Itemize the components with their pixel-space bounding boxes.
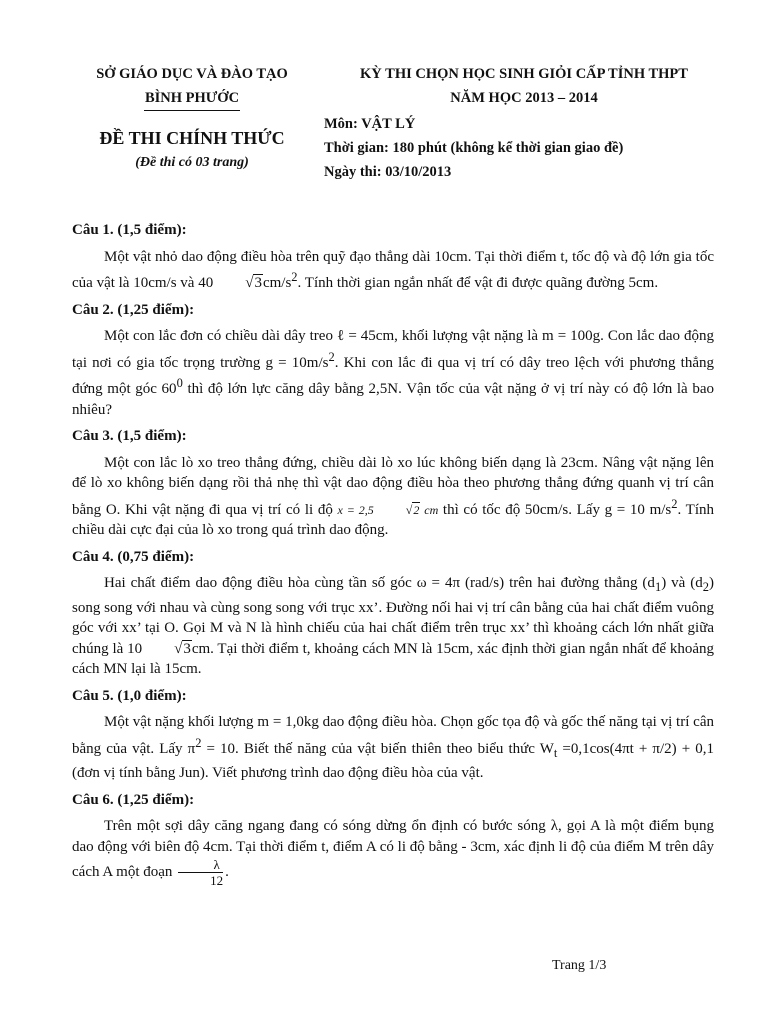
question-text (72, 712, 714, 784)
subscript: t (553, 745, 558, 760)
text-run: . (225, 863, 229, 880)
question-text (72, 816, 714, 888)
question-1 (72, 220, 714, 294)
header-right (324, 62, 724, 184)
fraction-denominator: 12 (210, 873, 224, 888)
official-exam-label: ĐỀ THI CHÍNH THỨC (99, 128, 285, 148)
text-run: cm/s (262, 275, 292, 291)
text-run: thì độ lớn lực căng dây bằng 2,5N. Vận tốc của vật nặng ở vị trí này có độ lớn là bao nhiêu? (72, 381, 714, 418)
question-text (72, 326, 714, 420)
time-line: Thời gian: 180 phút (không kể thời gian giao đề) (324, 140, 624, 156)
header-left (72, 62, 312, 173)
text-run: thì có tốc độ 50cm/s. Lấy g = 10 m/s (438, 501, 672, 518)
math-coefficient: 40 (198, 275, 214, 291)
subscript: 1 (654, 580, 662, 594)
text-run: Trên một sợi dây căng ngang đang có sóng dừng ổn định có bước sóng λ, gọi A là một điểm bụng dao động với biên độ 4cm. Tại thời điểm t, điểm A có li độ bằng - 3cm, xác định li độ của điểm M trên dây cách A một đoạn (72, 818, 714, 880)
equation-part: cm (420, 502, 439, 517)
org-name: SỞ GIÁO DỤC VÀ ĐÀO TẠO (96, 66, 288, 82)
header-divider (144, 110, 240, 111)
text-run: Một con lắc đơn có chiều dài dây treo ℓ = 45cm, khối lượng vật nặng là m = 100g. Con lắc dao động tại nơi có gia tốc trọng trường g = 10m/s (72, 328, 714, 371)
text-run: . Tính chiều dài cực đại của lò xo trong quá trình dao động. (72, 501, 714, 538)
text-run: Một vật nhỏ dao động điều hòa trên quỹ đạo thẳng dài 10cm. Tại thời điểm t, tốc độ và độ lớn gia tốc của vật là 10cm/s và (72, 248, 714, 291)
text-run: =0,1cos(4πt + π/2) + 0,1 (đơn vị tính bằng Jun). Viết phương trình dao động điều hòa của vật. (72, 740, 714, 781)
page-count-note: (Đề thi có 03 trang) (135, 155, 249, 170)
superscript: 0 (176, 376, 183, 390)
text-run: ) và (d (661, 575, 703, 591)
question-title: Câu 2. (1,25 điểm): (72, 301, 195, 318)
sqrt-expression: √3 (174, 640, 191, 657)
province-name: BÌNH PHƯỚC (144, 90, 240, 106)
text-run: . Khi con lắc đi qua vị trí có dây treo lệch với phương thẳng đứng một góc 60 (72, 354, 715, 397)
text-run: Một vật nặng khối lượng m = 1,0kg dao động điều hòa. Chọn gốc tọa độ và gốc thế năng tại vị trí cân bằng của vật. Lấy π (72, 714, 714, 757)
question-text (72, 573, 714, 680)
question-2 (72, 300, 714, 421)
date-line: Ngày thi: 03/10/2013 (324, 164, 452, 180)
sqrt-expression: √2 (405, 502, 420, 517)
subject-line: Môn: VẬT LÝ (324, 116, 416, 132)
question-title: Câu 4. (0,75 điểm): (72, 548, 195, 565)
superscript: 2 (195, 735, 202, 750)
question-6 (72, 790, 714, 889)
questions (72, 220, 714, 894)
superscript: 2 (671, 496, 678, 511)
text-run: cm. Tại thời điểm t, khoảng cách MN là 15cm, xác định thời gian ngắn nhất để khoảng cách MN lại là 15cm. (72, 640, 715, 677)
question-5 (72, 686, 714, 784)
text-run: = 10. Biết thế năng của vật biến thiên theo biểu thức W (201, 740, 554, 757)
question-title: Câu 6. (1,25 điểm): (72, 791, 195, 808)
question-4 (72, 547, 714, 680)
page-number: Trang 1/3 (552, 958, 607, 973)
question-title: Câu 5. (1,0 điểm): (72, 687, 187, 704)
text-run: ) song song với nhau và cùng song song với trục xx’. Đường nối hai vị trí cân bằng của hai chất điểm vuông góc với xx’ tại O. Gọi M và N là hình chiếu của hai chất điểm trên trục xx’ thì khoảng cách lớn nhất giữa chúng là 10 (72, 575, 714, 657)
equation-part: x = 2,5 (337, 502, 374, 517)
sqrt-radicand: 2 (413, 502, 420, 517)
text-run: Một con lắc lò xo treo thẳng đứng, chiều dài lò xo lúc không biến dạng là 23cm. Nâng vật nặng lên để lò xo không biến dạng rồi thả nhẹ thì vật dao động điều hòa theo phương thẳng đứng quanh vị trí cân bằng O. Khi vật nặng đi qua vị trí có li độ (72, 454, 714, 518)
text-run: Hai chất điểm dao động điều hòa cùng tần số góc ω = 4π (rad/s) trên hai đường thẳng (d (104, 575, 655, 591)
inline-equation (338, 503, 439, 517)
school-year: NĂM HỌC 2013 – 2014 (450, 90, 598, 106)
fraction (178, 857, 223, 888)
sqrt-radicand: 3 (254, 275, 262, 291)
question-title: Câu 3. (1,5 điểm): (72, 428, 187, 444)
sqrt-radicand: 3 (183, 640, 191, 657)
text-run: . Tính thời gian ngắn nhất để vật đi được quãng đường 5cm. (297, 275, 659, 291)
question-3 (72, 426, 714, 541)
subscript: 2 (702, 580, 709, 594)
superscript: 2 (291, 270, 298, 284)
fraction-numerator: λ (178, 857, 223, 873)
question-text (72, 453, 714, 541)
superscript: 2 (328, 349, 335, 364)
question-text (72, 247, 714, 294)
exam-title: KỲ THI CHỌN HỌC SINH GIỎI CẤP TỈNH THPT (360, 66, 688, 82)
question-title: Câu 1. (1,5 điểm): (72, 222, 187, 238)
sqrt-expression: √3 (245, 275, 262, 291)
